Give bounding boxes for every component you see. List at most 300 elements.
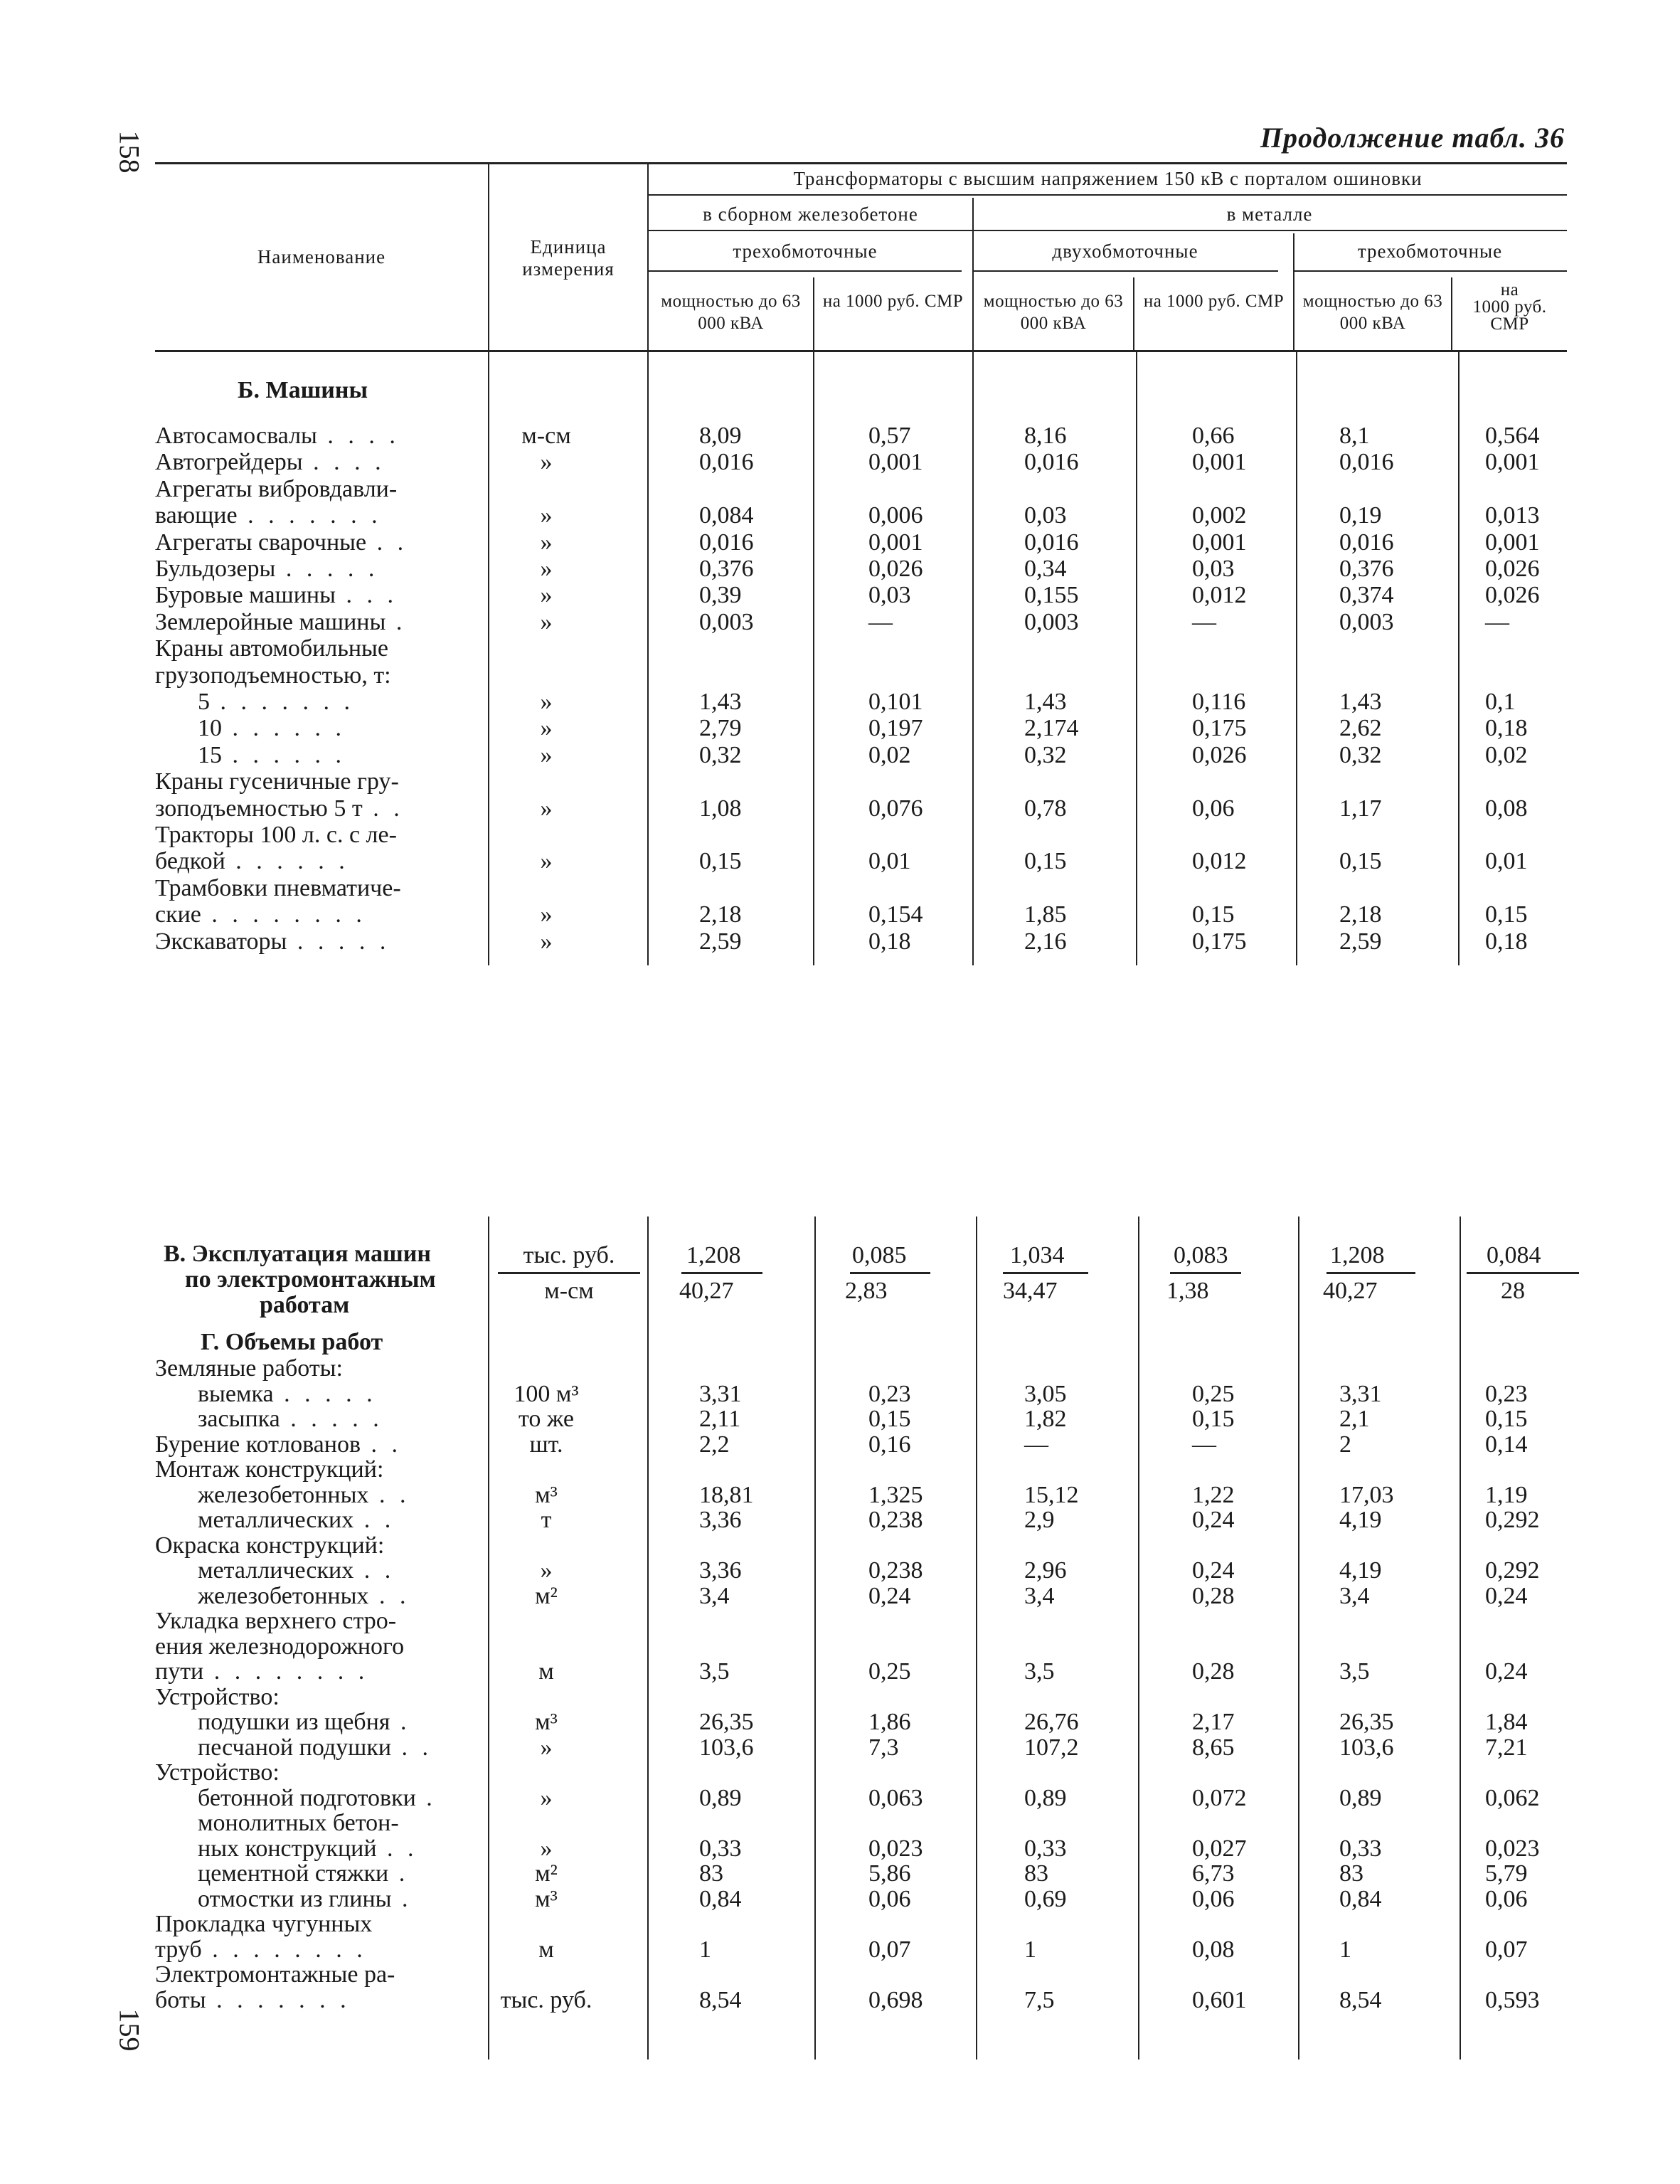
row-value: 0,16 <box>868 1431 911 1458</box>
header-per-smr-3 <box>1452 282 1567 333</box>
row-name: бедкой <box>155 848 225 875</box>
row-value: 0,03 <box>1024 502 1067 529</box>
row-value: 0,24 <box>1192 1557 1235 1584</box>
row-value: 1,82 <box>1024 1406 1067 1432</box>
row-label <box>198 1583 410 1609</box>
row-value: 3,36 <box>699 1507 742 1533</box>
section-v-value-top: 1,208 <box>1330 1242 1385 1268</box>
row-value: 0,292 <box>1485 1557 1540 1584</box>
row-value: 5,79 <box>1485 1860 1528 1887</box>
row-value: 0,376 <box>1339 556 1394 582</box>
row-value: 2,16 <box>1024 928 1067 955</box>
row-name: ения железнодорожного <box>155 1633 405 1660</box>
row-name: труб <box>155 1936 202 1963</box>
header-capacity-1: мощностью до 63 000 кВА <box>661 292 801 333</box>
row-value: 0,001 <box>868 529 923 556</box>
row-value: 2,59 <box>699 928 742 955</box>
section-v-fraction-line <box>1003 1272 1088 1274</box>
table-row <box>155 556 1606 582</box>
row-name: Землеройные машины <box>155 608 386 635</box>
table-row <box>155 1608 1606 1634</box>
row-value: 0,02 <box>868 741 911 768</box>
header-per-smr-3-line1: на <box>1500 280 1519 299</box>
row-unit: » <box>540 582 553 609</box>
row-unit: » <box>540 689 553 715</box>
row-value: 0,593 <box>1485 1986 1540 2013</box>
leader-dots: . . <box>353 1557 395 1584</box>
leader-dots: . <box>386 608 407 635</box>
row-value: 0,003 <box>1339 608 1394 635</box>
row-value: 2,9 <box>1024 1507 1055 1533</box>
row-label <box>155 1431 402 1458</box>
row-name: подушки из щебня <box>198 1709 390 1735</box>
section-g-title: Г. Объемы работ <box>201 1329 383 1355</box>
row-value: 0,016 <box>1339 449 1394 476</box>
leader-dots: . . . <box>335 582 398 609</box>
row-unit: » <box>540 741 553 768</box>
row-value: 0,006 <box>868 502 923 529</box>
table-row <box>155 928 1606 955</box>
page-number-top: 158 <box>113 130 146 174</box>
row-value: 0,33 <box>1024 1835 1067 1862</box>
row-value: 0,33 <box>1339 1835 1382 1862</box>
row-value: 0,016 <box>699 449 754 476</box>
table-row <box>155 1355 1606 1382</box>
row-value: 3,4 <box>1339 1582 1370 1609</box>
table-row <box>155 582 1606 608</box>
row-label <box>155 1355 343 1382</box>
row-label <box>155 1658 368 1685</box>
section-v-fraction-line <box>1327 1272 1415 1274</box>
row-name: цементной стяжки <box>198 1860 389 1887</box>
table-row <box>155 1759 1606 1786</box>
row-value: 0,003 <box>1024 608 1079 635</box>
section-v-value-bottom: 40,27 <box>679 1278 734 1304</box>
section-v-value-top: 1,208 <box>686 1242 741 1268</box>
row-name: Электромонтажные ра- <box>155 1961 395 1988</box>
row-value: 0,003 <box>699 608 754 635</box>
row-unit: » <box>540 715 553 742</box>
row-value: 0,57 <box>868 423 911 449</box>
row-name: Тракторы 100 л. с. с ле- <box>155 822 397 848</box>
row-value: 1,86 <box>868 1709 911 1735</box>
row-value: 0,24 <box>868 1582 911 1609</box>
row-value: 2,96 <box>1024 1557 1067 1584</box>
row-value: 6,73 <box>1192 1860 1235 1887</box>
row-name: ных конструкций <box>198 1835 377 1862</box>
section-v-value-top: 0,085 <box>852 1242 907 1268</box>
leader-dots: . . . . <box>302 449 386 476</box>
row-label <box>198 1406 383 1432</box>
row-value: 26,35 <box>699 1709 754 1735</box>
row-unit: » <box>540 901 553 928</box>
table-row <box>155 662 1606 689</box>
row-value: 0,238 <box>868 1507 923 1533</box>
row-value: 4,19 <box>1339 1557 1382 1584</box>
row-label <box>155 1684 280 1710</box>
table-row <box>155 1507 1606 1533</box>
row-name: Автосамосвалы <box>155 423 317 449</box>
row-unit: м³ <box>535 1885 558 1912</box>
row-value: 0,28 <box>1192 1658 1235 1685</box>
row-value: 0,18 <box>1485 715 1528 742</box>
row-value: 4,19 <box>1339 1507 1382 1533</box>
row-name: Устройство: <box>155 1759 280 1786</box>
row-value: 0,001 <box>1485 449 1540 476</box>
row-value: 0,24 <box>1485 1658 1528 1685</box>
header-rule-3b <box>972 270 1278 272</box>
row-value: 26,35 <box>1339 1709 1394 1735</box>
header-unit-col: Единица измерения <box>522 236 615 280</box>
leader-dots: . . . . . . <box>225 848 349 875</box>
leader-dots: . . <box>362 795 404 822</box>
leader-dots: . . . . . . . <box>206 1986 351 2013</box>
section-v-fraction-line <box>681 1272 762 1274</box>
row-value: 0,001 <box>1192 449 1247 476</box>
header-group-metal: в металле <box>1226 203 1313 225</box>
row-unit: тыс. руб. <box>500 1986 592 2013</box>
row-label <box>155 1759 280 1786</box>
row-unit: м <box>538 1936 554 1963</box>
leader-dots: . . . . . . . . <box>203 1658 369 1685</box>
table-row <box>155 715 1606 741</box>
row-unit: » <box>540 449 553 476</box>
row-value: 0,01 <box>868 848 911 875</box>
row-label <box>198 1734 432 1761</box>
row-value: 0,1 <box>1485 689 1516 715</box>
table-row <box>155 1633 1606 1660</box>
table-row <box>155 502 1606 529</box>
row-label <box>155 662 391 689</box>
row-name: песчаной подушки <box>198 1734 392 1761</box>
section-v-value-bottom: 28 <box>1501 1278 1525 1304</box>
row-value: 0,89 <box>1339 1784 1382 1811</box>
row-value: 0,32 <box>1339 741 1382 768</box>
row-value: 0,01 <box>1485 848 1528 875</box>
row-value: 0,84 <box>699 1885 742 1912</box>
header-top-rule <box>155 162 1567 164</box>
row-label <box>198 1785 437 1811</box>
row-unit: 100 м³ <box>514 1380 579 1407</box>
section-v-value-top: 0,084 <box>1487 1242 1541 1268</box>
table-row <box>155 1381 1606 1407</box>
header-vline-5 <box>1133 277 1134 350</box>
row-value: 0,15 <box>1024 848 1067 875</box>
row-name: железобетонных <box>198 1481 369 1508</box>
table-row <box>155 1456 1606 1483</box>
row-unit: » <box>540 848 553 875</box>
row-value: 0,78 <box>1024 795 1067 822</box>
row-value: 0,012 <box>1192 582 1247 609</box>
row-value: 0,376 <box>699 556 754 582</box>
row-value: 1,17 <box>1339 795 1382 822</box>
row-label <box>198 1709 410 1735</box>
table-row <box>155 1658 1606 1685</box>
row-unit: м² <box>535 1860 558 1887</box>
row-value: 0,001 <box>868 449 923 476</box>
row-value: 7,3 <box>868 1734 899 1761</box>
row-name: Краны автомобильные <box>155 635 388 662</box>
page-number-bottom: 159 <box>113 2008 146 2052</box>
table-row <box>155 1709 1606 1735</box>
header-per-smr-1: на 1000 руб. СМР <box>822 292 964 311</box>
leader-dots: . . <box>376 1835 418 1862</box>
row-label <box>155 928 390 955</box>
row-value: 0,072 <box>1192 1784 1247 1811</box>
row-value: 0,06 <box>868 1885 911 1912</box>
leader-dots: . . <box>368 1481 410 1508</box>
table-row <box>155 1936 1606 1963</box>
leader-dots: . . <box>366 529 408 556</box>
row-value: 0,33 <box>699 1835 742 1862</box>
row-value: 0,001 <box>1192 529 1247 556</box>
header-sub-three-winding-2: трехобмоточные <box>1357 240 1503 262</box>
row-label <box>198 1810 399 1836</box>
row-value: 0,15 <box>1192 1406 1235 1432</box>
row-value: 8,65 <box>1192 1734 1235 1761</box>
row-value: 0,84 <box>1339 1885 1382 1912</box>
table-row <box>155 875 1606 901</box>
leader-dots: . . . . . . . . <box>201 901 366 928</box>
row-value: 2,11 <box>699 1406 741 1432</box>
table-row <box>155 1532 1606 1559</box>
row-name: Прокладка чугунных <box>155 1911 373 1937</box>
row-unit: » <box>540 556 553 582</box>
row-name: Автогрейдеры <box>155 449 303 476</box>
row-value: 1 <box>699 1936 711 1963</box>
leader-dots: . . . . . . . <box>210 689 354 715</box>
row-value: 0,026 <box>1485 582 1540 609</box>
row-unit: » <box>540 1835 553 1862</box>
row-value: — <box>1024 1431 1048 1458</box>
header-bottom-rule <box>155 350 1567 352</box>
row-name: 15 <box>198 741 222 768</box>
header-name-col: Наименование <box>257 246 386 267</box>
row-value: 0,07 <box>868 1936 911 1963</box>
leader-dots: . . . . . <box>273 1380 377 1407</box>
row-value: 2,174 <box>1024 715 1079 742</box>
row-name: Окраска конструкций: <box>155 1532 385 1559</box>
row-value: 0,15 <box>1485 901 1528 928</box>
table-row <box>155 1987 1606 2013</box>
row-value: 0,66 <box>1192 423 1235 449</box>
table-row <box>155 848 1606 874</box>
row-label <box>155 582 398 608</box>
section-v-fraction-line <box>850 1272 930 1274</box>
table-row <box>155 689 1606 715</box>
leader-dots: . <box>390 1709 411 1735</box>
row-value: 8,16 <box>1024 423 1067 449</box>
row-unit: » <box>540 502 553 529</box>
row-label <box>198 1482 410 1508</box>
row-value: 2,17 <box>1192 1709 1235 1735</box>
row-name: Монтаж конструкций: <box>155 1456 384 1483</box>
row-label <box>198 689 354 715</box>
row-value: 8,54 <box>1339 1986 1382 2013</box>
row-name: ские <box>155 901 201 928</box>
row-label <box>155 1936 367 1963</box>
row-value: 0,374 <box>1339 582 1394 609</box>
row-value: 2,2 <box>699 1431 730 1458</box>
row-value: 0,016 <box>1024 449 1079 476</box>
row-value: 7,5 <box>1024 1986 1055 2013</box>
row-value: 1 <box>1339 1936 1351 1963</box>
table-row <box>155 901 1606 928</box>
row-label <box>155 901 366 928</box>
row-label <box>155 423 400 449</box>
row-value: 0,32 <box>1024 741 1067 768</box>
row-name: Трамбовки пневматиче- <box>155 874 401 901</box>
row-value: 83 <box>1024 1860 1048 1887</box>
row-value: 0,292 <box>1485 1507 1540 1533</box>
row-value: 0,24 <box>1485 1582 1528 1609</box>
row-label <box>155 795 404 822</box>
table-row <box>155 1406 1606 1432</box>
row-value: 0,06 <box>1192 1885 1235 1912</box>
row-value: 0,238 <box>868 1557 923 1584</box>
row-value: 0,03 <box>868 582 911 609</box>
section-v-unit-line <box>498 1272 640 1274</box>
row-name: 10 <box>198 715 222 742</box>
row-label <box>155 609 406 635</box>
row-value: 2,1 <box>1339 1406 1370 1432</box>
table-row <box>155 635 1606 662</box>
leader-dots: . <box>391 1885 413 1912</box>
row-value: 0,698 <box>868 1986 923 2013</box>
leader-dots: . . . . . <box>287 928 390 955</box>
row-value: 7,21 <box>1485 1734 1528 1761</box>
header-rule-2a <box>649 230 972 231</box>
section-v-unit-bottom: м-см <box>544 1278 594 1304</box>
row-value: 0,06 <box>1192 795 1235 822</box>
row-value: 0,24 <box>1192 1507 1235 1533</box>
row-value: 83 <box>1339 1860 1363 1887</box>
row-name: выемка <box>198 1380 274 1407</box>
table-row <box>155 423 1606 449</box>
row-name: металлических <box>198 1507 354 1533</box>
row-value: 5,86 <box>868 1860 911 1887</box>
table-row <box>155 1886 1606 1912</box>
row-value: 3,05 <box>1024 1380 1067 1407</box>
row-value: 0,084 <box>699 502 754 529</box>
row-value: — <box>1192 1431 1216 1458</box>
row-value: 0,175 <box>1192 928 1247 955</box>
section-v-title-1: В. Эксплуатация машин <box>164 1241 431 1267</box>
row-name: вающие <box>155 502 238 529</box>
table-row <box>155 1431 1606 1458</box>
row-value: 3,4 <box>699 1582 730 1609</box>
table-row <box>155 1835 1606 1862</box>
row-name: железобетонных <box>198 1582 369 1609</box>
header-transformers: Трансформаторы с высшим напряжением 150 кВ с порталом ошиновки <box>793 168 1423 189</box>
section-v-title-3: работам <box>260 1292 350 1318</box>
row-value: 0,016 <box>1024 529 1079 556</box>
row-value: 0,154 <box>868 901 923 928</box>
leader-dots: . . <box>361 1431 403 1458</box>
row-value: 1,43 <box>699 689 742 715</box>
row-value: 18,81 <box>699 1481 754 1508</box>
table-row <box>155 795 1606 822</box>
row-value: 0,39 <box>699 582 742 609</box>
row-name: Буровые машины <box>155 582 336 609</box>
row-label <box>155 1961 395 1988</box>
row-value: 0,08 <box>1192 1936 1235 1963</box>
row-value: 0,15 <box>1192 901 1235 928</box>
row-unit: то же <box>518 1406 575 1432</box>
row-value: 0,18 <box>1485 928 1528 955</box>
table-row <box>155 1961 1606 1988</box>
row-label <box>155 449 386 475</box>
table-row <box>155 768 1606 795</box>
row-label <box>155 635 388 662</box>
header-per-smr-3-line3: СМР <box>1490 314 1529 334</box>
header-capacity-2: мощностью до 63 000 кВА <box>983 292 1124 333</box>
table-row <box>155 529 1606 556</box>
row-value: 8,54 <box>699 1986 742 2013</box>
row-value: 83 <box>699 1860 723 1887</box>
row-name: 5 <box>198 689 210 715</box>
row-value: 0,002 <box>1192 502 1247 529</box>
leader-dots: . . . . . . . <box>237 502 382 529</box>
row-label <box>155 1456 383 1483</box>
row-value: 0,32 <box>699 741 742 768</box>
table-row <box>155 1557 1606 1584</box>
row-unit: м² <box>535 1582 558 1609</box>
row-value: 3,5 <box>699 1658 730 1685</box>
row-value: 0,06 <box>1485 1885 1528 1912</box>
row-value: 3,36 <box>699 1557 742 1584</box>
table-row <box>155 742 1606 768</box>
table-row <box>155 822 1606 848</box>
row-value: — <box>868 608 893 635</box>
row-name: отмостки из глины <box>198 1885 392 1912</box>
section-v-value-top: 0,083 <box>1174 1242 1228 1268</box>
row-value: 3,4 <box>1024 1582 1055 1609</box>
table-row <box>155 1785 1606 1811</box>
row-value: 2,18 <box>699 901 742 928</box>
row-value: 0,07 <box>1485 1936 1528 1963</box>
row-value: 0,076 <box>868 795 923 822</box>
row-value: 0,001 <box>1485 529 1540 556</box>
row-value: 2,18 <box>1339 901 1382 928</box>
row-label <box>198 1860 409 1887</box>
row-label <box>155 848 349 874</box>
table-row <box>155 476 1606 502</box>
row-value: 0,89 <box>699 1784 742 1811</box>
row-value: 0,197 <box>868 715 923 742</box>
row-value: 0,28 <box>1192 1582 1235 1609</box>
row-label <box>155 1532 384 1559</box>
row-value: 2 <box>1339 1431 1351 1458</box>
row-label <box>198 1507 395 1533</box>
header-group-precast: в сборном железобетоне <box>703 203 918 225</box>
row-value: 0,08 <box>1485 795 1528 822</box>
section-v-fraction-line <box>1170 1272 1241 1274</box>
row-value: 0,601 <box>1192 1986 1247 2013</box>
header-sub-two-winding: двухобмоточные <box>1052 240 1198 262</box>
row-label <box>155 1608 396 1634</box>
row-value: 1,43 <box>1024 689 1067 715</box>
row-value: 0,18 <box>868 928 911 955</box>
row-name: Экскаваторы <box>155 928 287 955</box>
row-value: 0,89 <box>1024 1784 1067 1811</box>
row-name: Бурение котлованов <box>155 1431 361 1458</box>
row-value: 1,08 <box>699 795 742 822</box>
row-name: металлических <box>198 1557 354 1584</box>
section-v-title-2: по электромонтажным <box>185 1266 436 1293</box>
row-name: Бульдозеры <box>155 556 276 582</box>
header-per-smr-2: на 1000 руб. СМР <box>1143 292 1285 311</box>
